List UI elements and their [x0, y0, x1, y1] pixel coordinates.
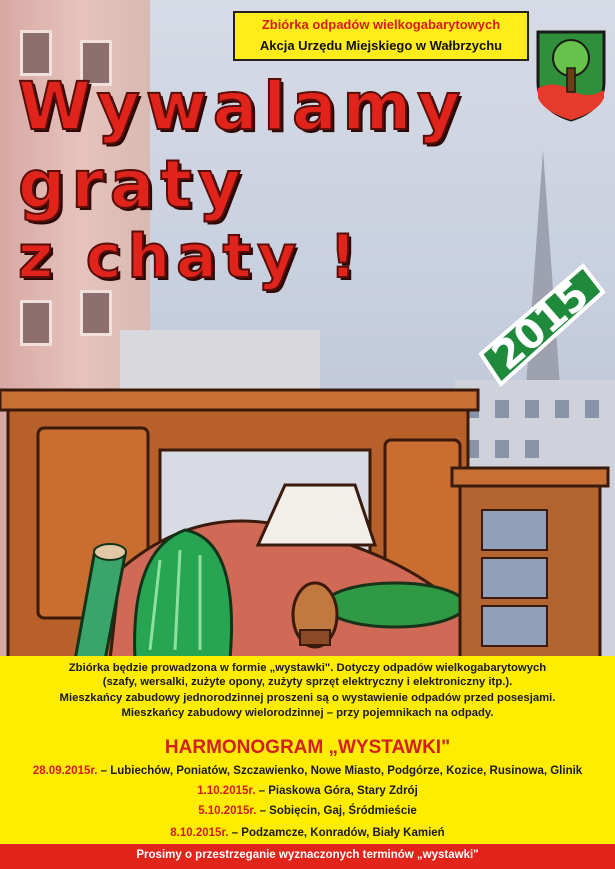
main-title-line3: z chaty ! — [18, 222, 363, 292]
schedule-date: 5.10.2015r. — [198, 805, 257, 817]
schedule-date: 8.10.2015r. — [170, 827, 229, 839]
header-organizer: Akcja Urzędu Miejskiego w Wałbrzychu — [259, 38, 503, 53]
footer-notice: Prosimy o przestrzeganie wyznaczonych terminów „wystawki" — [136, 849, 479, 861]
year-badge-text: 2015 — [483, 271, 599, 380]
header-box — [233, 11, 529, 61]
footer-bar — [0, 844, 615, 869]
year-badge — [473, 262, 609, 392]
schedule-title: HARMONOGRAM „WYSTAWKI" — [164, 737, 451, 758]
info-panel — [0, 656, 615, 844]
schedule-row — [0, 785, 615, 797]
schedule-date: 1.10.2015r. — [197, 785, 256, 797]
info-text-line: Zbiórka będzie prowadzona w formie „wystawki". Dotyczy odpadów wielkogabarytowych — [68, 662, 547, 674]
schedule-places: – Sobięcin, Gaj, Śródmieście — [256, 805, 417, 817]
schedule-row — [0, 805, 615, 817]
info-text-line: Mieszkańcy zabudowy wielorodzinnej – przy pojemnikach na odpady. — [121, 707, 494, 719]
schedule-row — [0, 765, 615, 777]
furniture-illustration — [0, 380, 615, 660]
schedule-date: 28.09.2015r. — [32, 765, 98, 777]
info-text-line: (szafy, wersalki, zużyte opony, zużyty sprzęt elektryczny i elektroniczny itp.). — [102, 676, 513, 688]
main-title-line2: graty — [18, 146, 247, 223]
schedule-row — [0, 827, 615, 839]
coat-of-arms-icon — [534, 28, 608, 122]
header-campaign-title: Zbiórka odpadów wielkogabarytowych — [261, 17, 501, 32]
schedule-places: – Podzamcze, Konradów, Biały Kamień — [228, 827, 445, 839]
info-text-line: Mieszkańcy zabudowy jednorodzinnej proszeni są o wystawienie odpadów przed posesjami. — [59, 692, 556, 704]
schedule-places: – Piaskowa Góra, Stary Zdrój — [255, 785, 418, 797]
main-title-line1: Wywalamy — [18, 68, 467, 145]
schedule-places: – Lubiechów, Poniatów, Szczawienko, Nowe Miasto, Podgórze, Kozice, Rusinowa, Glinik — [97, 765, 583, 777]
